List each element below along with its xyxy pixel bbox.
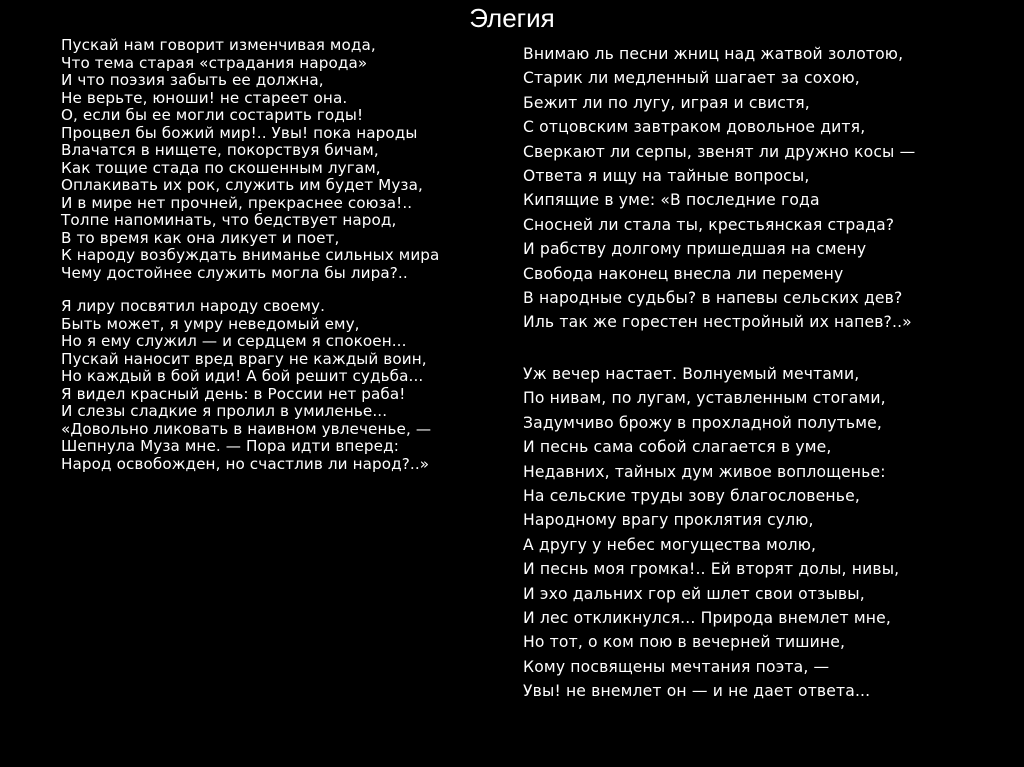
poem-line: С отцовским завтраком довольное дитя, — [523, 118, 866, 137]
poem-right-column — [523, 42, 1018, 704]
poem-line: И лес откликнулся... Природа внемлет мне, — [523, 608, 891, 627]
poem-line: «Довольно ликовать в наивном увлеченье, — — [61, 419, 432, 438]
poem-line: Не верьте, юноши! не стареет она. — [61, 88, 348, 107]
poem-line: К народу возбуждать вниманье сильных мира — [61, 246, 440, 264]
stanza-right-1 — [523, 42, 1018, 335]
poem-line: Сверкают ли серпы, звенят ли дружно косы — — [523, 142, 916, 161]
poem-line: Пускай наносит вред врагу не каждый воин, — [61, 349, 427, 368]
poem-line: Но тот, о ком пою в вечерней тишине, — [523, 633, 846, 652]
poem-line: Иль так же горестен нестройный их напев?..» — [523, 313, 912, 332]
stanza-right-2 — [523, 362, 1018, 704]
poem-line: Что тема старая «страдания народа» — [61, 53, 368, 72]
poem-line: Свобода наконец внесла ли перемену — [523, 264, 844, 283]
poem-line: Шепнула Муза мне. — Пора идти вперед: — [61, 437, 399, 455]
poem-left-column — [61, 37, 511, 473]
poem-line: А другу у небес могущества молю, — [523, 535, 817, 554]
poem-line: Но каждый в бой иди! А бой решит судьба... — [61, 367, 424, 385]
slide-title: Элегия — [469, 3, 555, 33]
poem-line: Оплакивать их рок, служить им будет Муза, — [61, 176, 423, 194]
stanza-left-1 — [61, 37, 511, 282]
poem-line: Недавних, тайных дум живое воплощенье: — [523, 462, 886, 481]
poem-line: Но я ему служил — и сердцем я спокоен... — [61, 332, 407, 350]
poem-line: На сельские труды зову благословенье, — [523, 486, 860, 505]
poem-line: Бежит ли по лугу, играя и свистя, — [523, 93, 810, 112]
poem-line: В то время как она ликует и поет, — [61, 228, 340, 247]
poem-line: Кому посвящены мечтания поэта, — — [523, 657, 830, 676]
poem-line: В народные судьбы? в напевы сельских дев? — [523, 289, 903, 308]
poem-line: И в мире нет прочней, прекраснее союза!.. — [61, 193, 413, 212]
poem-line: Пускай нам говорит изменчивая мода, — [61, 36, 376, 54]
poem-line: Народ освобожден, но счастлив ли народ?..» — [61, 454, 430, 473]
poem-line: И рабству долгому пришедшая на смену — [523, 240, 867, 259]
poem-line: Народному врагу проклятия сулю, — [523, 511, 814, 530]
poem-line: Задумчиво брожу в прохладной полутьме, — [523, 413, 883, 432]
poem-line: Толпе напоминать, что бедствует народ, — [61, 211, 397, 229]
poem-line: Чему достойнее служить могла бы лира?.. — [61, 263, 408, 282]
poem-line: Быть может, я умру неведомый ему, — [61, 314, 360, 333]
poem-line: Влачатся в нищете, покорствуя бичам, — [61, 141, 379, 159]
poem-line: И песнь сама собой слагается в уме, — [523, 438, 832, 457]
poem-line: Как тощие стада по скошенным лугам, — [61, 158, 381, 177]
poem-line: Ответа я ищу на тайные вопросы, — [523, 167, 810, 186]
poem-line: Процвел бы божий мир!.. Увы! пока народы — [61, 123, 418, 142]
poem-line: Старик ли медленный шагает за сохою, — [523, 69, 860, 88]
poem-line: Я лиру посвятил народу своему. — [61, 297, 326, 315]
poem-line: Кипящие в уме: «В последние года — [523, 191, 820, 210]
poem-line: И эхо дальних гор ей шлет свои отзывы, — [523, 584, 865, 603]
poem-line: О, если бы ее могли состарить годы! — [61, 106, 364, 124]
stanza-left-2 — [61, 298, 511, 473]
poem-line: Я видел красный день: в России нет раба! — [61, 384, 406, 403]
poem-line: И слезы сладкие я пролил в умиленье... — [61, 402, 388, 420]
poem-line: И что поэзия забыть ее должна, — [61, 71, 324, 89]
poem-line: Сносней ли стала ты, крестьянская страда? — [523, 215, 895, 234]
poem-line: Внимаю ль песни жниц над жатвой золотою, — [523, 45, 904, 63]
poem-line: Увы! не внемлет он — и не дает ответа... — [523, 682, 871, 701]
poem-line: И песнь моя громка!.. Ей вторят долы, нивы, — [523, 560, 900, 579]
poem-line: Уж вечер настает. Волнуемый мечтами, — [523, 364, 860, 383]
poem-line: По нивам, по лугам, уставленным стогами, — [523, 389, 886, 408]
